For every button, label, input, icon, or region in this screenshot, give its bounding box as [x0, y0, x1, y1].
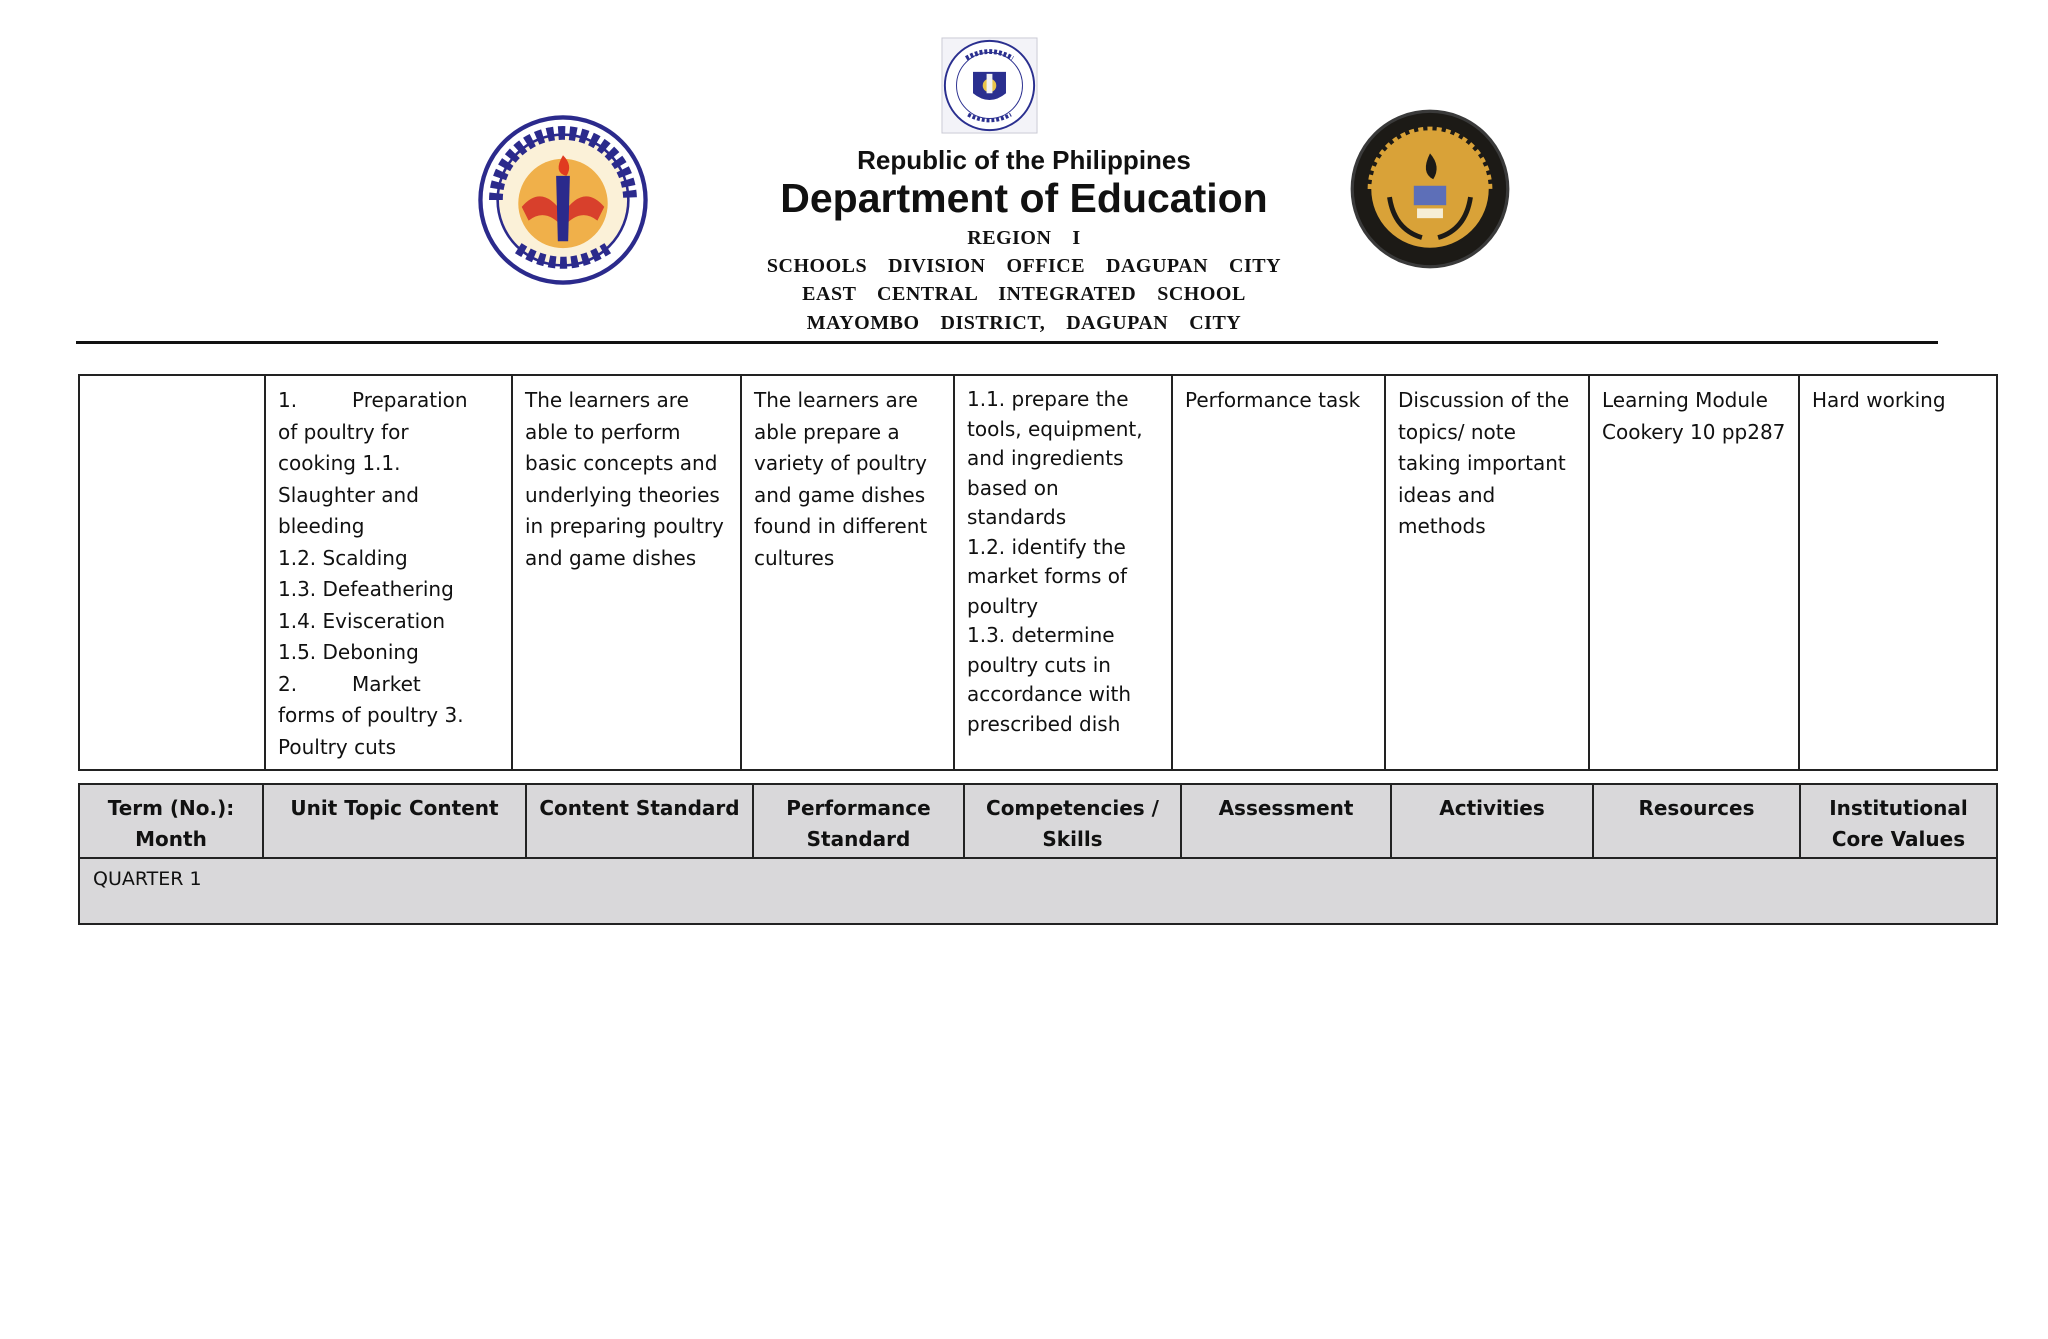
- cell-line: taking important: [1398, 451, 1566, 475]
- topic-line: [278, 480, 501, 512]
- topic-line: [278, 669, 501, 701]
- cell-line: 1.1. prepare the: [967, 387, 1129, 411]
- column-header-line: Performance: [786, 796, 931, 820]
- cell-line: basic concepts and: [525, 451, 718, 475]
- topic-text: 1.2. Scalding: [278, 545, 408, 570]
- column-header: [1593, 784, 1800, 858]
- cell-line: market forms of: [967, 564, 1128, 588]
- topic-line: [278, 606, 501, 638]
- table-row: [79, 375, 1997, 770]
- column-header: [79, 784, 263, 858]
- column-header-line: Month: [135, 827, 207, 851]
- cell-line: methods: [1398, 514, 1486, 538]
- column-header: [1800, 784, 1997, 858]
- topic-text: 1.3. Defeathering: [278, 577, 454, 601]
- cell-line: Performance task: [1185, 388, 1361, 412]
- assessment-cell: [1172, 375, 1385, 770]
- header-divider: [76, 341, 1938, 344]
- topic-line: [278, 637, 501, 669]
- topic-number: 2.: [278, 671, 298, 696]
- competencies-cell: [954, 375, 1172, 770]
- column-header-table: [78, 783, 1998, 925]
- district-line: MAYOMBO DISTRICT, DAGUPAN CITY: [806, 312, 1242, 334]
- cell-line: prescribed dish: [967, 711, 1121, 736]
- column-header-line: Assessment: [1218, 796, 1354, 820]
- column-header: [1391, 784, 1593, 858]
- curriculum-row-table: [78, 374, 1998, 771]
- cell-line: poultry cuts in: [967, 652, 1111, 677]
- content-standard-cell: [512, 375, 741, 770]
- cell-line: and game dishes: [525, 545, 697, 570]
- topic-text: 1.4. Evisceration: [278, 608, 446, 633]
- column-header-line: Competencies /: [986, 796, 1159, 820]
- cell-line: and game dishes: [754, 482, 926, 507]
- cell-line: Hard working: [1812, 388, 1946, 412]
- school-line: EAST CENTRAL INTEGRATED SCHOOL: [802, 283, 1246, 305]
- performance-standard-cell: [741, 375, 954, 770]
- header-row: [79, 784, 1997, 858]
- topic-line: [278, 385, 501, 417]
- cell-line: accordance with: [967, 682, 1132, 706]
- resources-cell: [1589, 375, 1799, 770]
- cell-line: tools, equipment,: [967, 416, 1143, 441]
- cell-line: and ingredients: [967, 446, 1124, 470]
- column-header-line: Core Values: [1831, 827, 1966, 851]
- quarter-label: QUARTER 1: [79, 858, 1997, 924]
- term-cell: [79, 375, 265, 770]
- column-header: [753, 784, 964, 858]
- topic-text: Preparation: [352, 388, 468, 412]
- region-line: REGION I: [967, 227, 1081, 249]
- column-header-line: Content Standard: [539, 796, 740, 820]
- topic-text: 1.5. Deboning: [278, 640, 419, 664]
- cell-line: in preparing poultry: [525, 514, 724, 538]
- cell-line: variety of poultry: [754, 451, 927, 475]
- republic-heading: Republic of the Philippines: [857, 145, 1191, 175]
- cell-line: 1.3. determine: [967, 623, 1115, 647]
- column-header-line: Institutional: [1829, 796, 1968, 820]
- cell-line: Cookery 10 pp287: [1602, 419, 1786, 444]
- column-header-line: Activities: [1439, 796, 1545, 820]
- activities-cell: [1385, 375, 1589, 770]
- topic-line: [278, 511, 501, 543]
- column-header-line: Skills: [1042, 827, 1103, 851]
- topic-text: forms of poultry 3.: [278, 703, 464, 727]
- cell-line: underlying theories: [525, 482, 720, 507]
- topic-text: Market: [352, 671, 421, 696]
- core-values-cell: [1799, 375, 1997, 770]
- cell-line: cultures: [754, 545, 835, 570]
- topic-line: [278, 448, 501, 480]
- cell-line: found in different: [754, 514, 928, 538]
- cell-line: poultry: [967, 593, 1039, 618]
- cell-line: Learning Module: [1602, 388, 1768, 412]
- column-header: [263, 784, 526, 858]
- column-header-line: Term (No.):: [107, 796, 235, 820]
- deped-seal: [941, 37, 1038, 134]
- topic-text: Poultry cuts: [278, 734, 397, 759]
- cell-line: topics/ note: [1398, 419, 1516, 444]
- column-header: [526, 784, 753, 858]
- department-heading: Department of Education: [780, 175, 1268, 221]
- column-header-line: Resources: [1638, 796, 1755, 820]
- topic-line: [278, 732, 501, 764]
- topic-line: [278, 417, 501, 449]
- cell-line: 1.2. identify the: [967, 534, 1126, 559]
- division-line: SCHOOLS DIVISION OFFICE DAGUPAN CITY: [766, 255, 1282, 277]
- cell-line: able prepare a: [754, 419, 900, 444]
- column-header-line: Standard: [806, 827, 911, 851]
- topic-line: [278, 700, 501, 732]
- quarter-row: [79, 858, 1997, 924]
- topic-line: [278, 574, 501, 606]
- topic-text: cooking 1.1.: [278, 451, 401, 475]
- unit-topic-cell: [265, 375, 512, 770]
- cell-line: Discussion of the: [1398, 388, 1570, 412]
- topic-line: [278, 543, 501, 575]
- topic-number: 1.: [278, 388, 298, 412]
- cell-line: ideas and: [1398, 482, 1496, 507]
- column-header: [964, 784, 1181, 858]
- column-header: [1181, 784, 1391, 858]
- cell-line: based on standards: [967, 475, 1067, 529]
- topic-text: bleeding: [278, 514, 365, 538]
- topic-text: Slaughter and: [278, 482, 419, 507]
- cell-line: The learners are: [754, 388, 918, 412]
- column-header-line: Unit Topic Content: [290, 796, 499, 820]
- topic-text: of poultry for: [278, 419, 409, 444]
- cell-line: The learners are: [525, 388, 689, 412]
- cell-line: able to perform: [525, 419, 681, 444]
